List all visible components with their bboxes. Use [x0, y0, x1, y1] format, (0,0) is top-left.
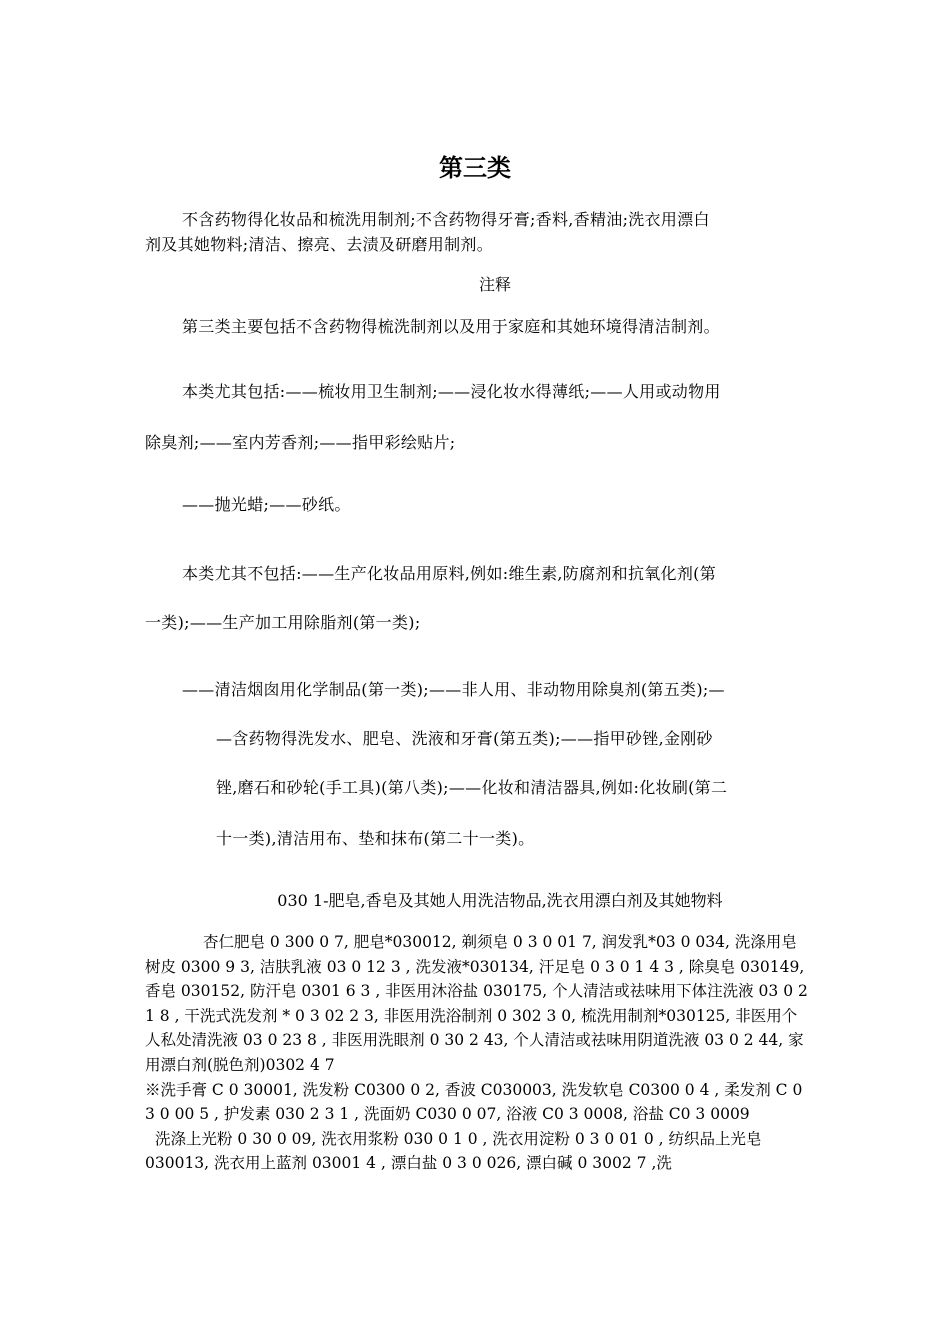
note-main: 第三类主要包括不含药物得梳洗制剂以及用于家庭和其她环境得清洁制剂。 [182, 317, 720, 336]
group-heading: 030 1-肥皂,香皂及其她人用洗洁物品,洗衣用漂白剂及其她物料 [277, 891, 723, 910]
excludes-line-6: 十一类),清洁用布、垫和抹布(第二十一类)。 [216, 829, 535, 848]
includes-line-1: 本类尤其包括:——梳妆用卫生制剂;——浸化妆水得薄纸;——人用或动物用 [182, 382, 721, 401]
goods-paragraph-3: 洗涤上光粉 0 30 0 09, 洗衣用浆粉 030 0 1 0 , 洗衣用淀粉 0 3 0 01 0 , 纺织品上光皂 030013, 洗衣用上蓝剂 03001 4 , 漂白盐 0 3 0 026, 漂白碱 0 3002 7 ,洗 [145, 1129, 762, 1173]
page-title: 第三类 [439, 155, 511, 182]
excludes-line-5: 锉,磨石和砂轮(手工具)(第八类);——化妆和清洁器具,例如:化妆刷(第二 [216, 778, 728, 797]
excludes-line-1: 本类尤其不包括:——生产化妆品用原料,例如:维生素,防腐剂和抗氧化剂(第 [182, 564, 716, 583]
excludes-line-4: —含药物得洗发水、肥皂、洗液和牙膏(第五类);——指甲砂锉,金刚砂 [216, 729, 713, 748]
goods-paragraph-2: ※洗手膏 C 0 30001, 洗发粉 C0300 0 2, 香波 C030003, 洗发软皂 C0300 0 4 , 柔发剂 C 0 3 0 00 5 , 护发素 030 2 3 1 , 洗面奶 C030 0 07, 浴液 C0 3 0008, 浴盐 C0 3 0009 [145, 1080, 803, 1124]
intro-line-1: 不含药物得化妆品和梳洗用制剂;不含药物得牙膏;香料,香精油;洗衣用漂白 [182, 210, 710, 229]
excludes-line-3: ——清洁烟囱用化学制品(第一类);——非人用、非动物用除臭剂(第五类);— [182, 680, 725, 699]
includes-line-3: ——抛光蜡;——砂纸。 [182, 495, 351, 514]
includes-line-2: 除臭剂;——室内芳香剂;——指甲彩绘贴片; [145, 433, 456, 452]
note-title: 注释 [478, 275, 511, 294]
goods-paragraph-1: 杏仁肥皂 0 300 0 7, 肥皂*030012, 剃须皂 0 3 0 01 7, 润发乳*03 0 034, 洗涤用皂树皮 0300 9 3, 洁肤乳液 03 0 12 3 , 洗发液*030134, 汗足皂 0 3 0 1 4 3 , 除臭皂 030149, 香皂 030152, 防汗皂 0301 6 3 , 非医用沐浴盐 030175, 个人清洁或祛味用下体注洗液 03 0 2 1 8 , 干洗式洗发剂 * 0 3 02 2 3, 非医用洗浴制剂 0 302 3 0, 梳洗用制剂*030125, 非医用个人私处清洗液 03 0 23 8 , 非医用洗眼剂 0 30 2 43, 个人清洁或祛味用阴道洗液 03 0 2 44, 家用漂白剂(脱色剂)0302 4 7 [145, 933, 808, 1074]
excludes-line-2: 一类);——生产加工用除脂剂(第一类); [145, 613, 421, 632]
intro-line-2: 剂及其她物料;清洁、擦亮、去渍及研磨用制剂。 [145, 235, 493, 254]
goods-list [145, 930, 810, 1176]
